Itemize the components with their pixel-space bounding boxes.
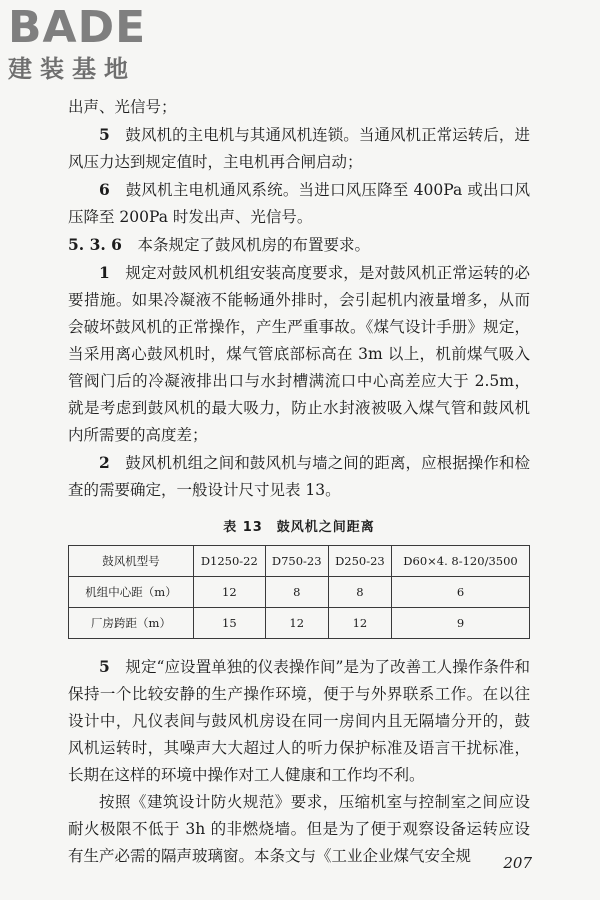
paragraph-text: 规定“应设置单独的仪表操作间”是为了改善工人操作条件和保持一个比较安静的生产操作环境，便于与外界联系工作。在以往设计中，凡仪表间与鼓风机房设在同一房间内且无隔墙分开的，鼓风机运转时，其噪声大大超过人的听力保护标准及语言干扰标准，长期在这样的环境中操作对工人健康和工作均不利。 xyxy=(68,658,530,784)
paragraph xyxy=(68,653,530,789)
blower-distance-table xyxy=(68,545,530,639)
table-header-row xyxy=(69,546,530,577)
item-number: 1 xyxy=(99,263,110,282)
paragraph-text: 鼓风机的主电机与其通风机连锁。当通风机正常运转后，进风压力达到规定值时，主电机再合闸启动； xyxy=(68,126,530,171)
table-caption: 表 13 鼓风机之间距离 xyxy=(223,520,375,535)
logo-brand-text: BADE xyxy=(8,2,147,53)
table-row xyxy=(69,577,530,608)
table-cell: 8 xyxy=(328,577,391,608)
table-cell: 12 xyxy=(194,577,266,608)
paragraph xyxy=(68,94,530,121)
section-heading-paragraph xyxy=(68,231,530,259)
table-cell: 8 xyxy=(265,577,328,608)
paragraph xyxy=(68,789,530,870)
paragraph xyxy=(68,449,530,504)
table-header-cell: 鼓风机型号 xyxy=(69,546,194,577)
paragraph xyxy=(68,121,530,176)
table-header-cell: D1250-22 xyxy=(194,546,266,577)
table-cell: 6 xyxy=(392,577,530,608)
paragraph xyxy=(68,176,530,231)
table-cell: 12 xyxy=(328,608,391,639)
paragraph-text: 按照《建筑设计防火规范》要求，压缩机室与控制室之间应设耐火极限不低于 3h 的非燃烧墙。但是为了便于观察设备运转应设有生产必需的隔声玻璃窗。本条文与《工业企业煤气安全规 xyxy=(68,793,530,865)
paragraph-text: 本条规定了鼓风机房的布置要求。 xyxy=(137,236,370,254)
paragraph-text: 出声、光信号； xyxy=(68,98,177,116)
logo-subtitle-text: 建装基地 xyxy=(8,55,136,83)
paragraph-text: 鼓风机机组之间和鼓风机与墙之间的距离，应根据操作和检查的需要确定，一般设计尺寸见表 13。 xyxy=(68,454,530,499)
table-header-cell: D250-23 xyxy=(328,546,391,577)
table-row xyxy=(69,608,530,639)
table-row-label: 机组中心距（m） xyxy=(69,577,194,608)
paragraph-text: 鼓风机主电机通风系统。当进口风压降至 400Pa 或出口风压降至 200Pa 时发出声、光信号。 xyxy=(68,181,530,226)
item-number: 6 xyxy=(99,180,110,199)
paragraph-text: 规定对鼓风机机组安装高度要求，是对鼓风机正常运转的必要措施。如果冷凝液不能畅通外排时，会引起机内液量增多，从而会破坏鼓风机的正常操作，产生严重事故。《煤气设计手册》规定，当采用离心鼓风机时，煤气管底部标高在 3m 以上，机前煤气吸入管阀门后的冷凝液排出口与水封槽满流口中心高差应大于 2.5m，就是考虑到鼓风机的最大吸力，防止水封液被吸入煤气管和鼓风机内所需要的高度差； xyxy=(68,264,530,444)
item-number: 5 xyxy=(99,657,110,676)
table-cell: 9 xyxy=(392,608,530,639)
item-number: 2 xyxy=(99,453,110,472)
table-row-label: 厂房跨距（m） xyxy=(69,608,194,639)
page-number: 207 xyxy=(503,854,532,872)
table-cell: 12 xyxy=(265,608,328,639)
table-header-cell: D750-23 xyxy=(265,546,328,577)
section-number: 5. 3. 6 xyxy=(68,235,122,254)
page-body xyxy=(68,94,530,870)
publisher-logo xyxy=(8,4,183,92)
table-header-cell: D60×4. 8-120/3500 xyxy=(392,546,530,577)
item-number: 5 xyxy=(99,125,110,144)
table-cell: 15 xyxy=(194,608,266,639)
paragraph xyxy=(68,259,530,449)
